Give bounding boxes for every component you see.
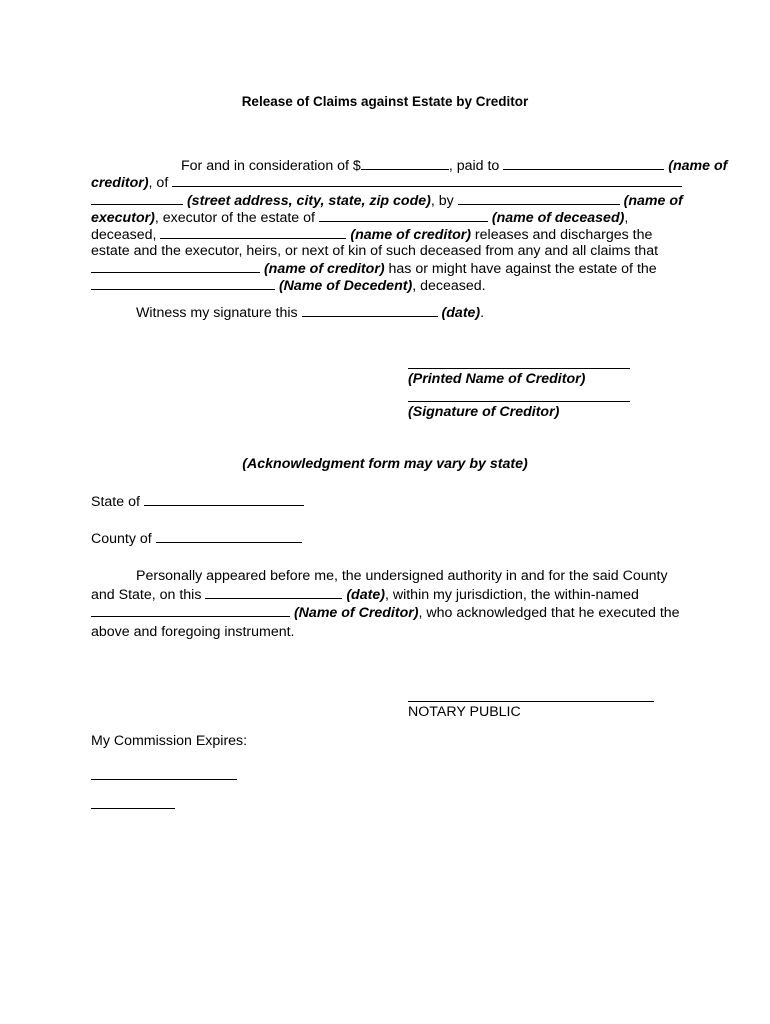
signature-label: (Signature of Creditor) xyxy=(408,404,560,420)
county-row xyxy=(91,530,302,547)
creditor-blank xyxy=(91,260,260,273)
text: , by xyxy=(430,192,458,209)
printed-name-label: (Printed Name of Creditor) xyxy=(408,371,586,387)
payee-blank xyxy=(503,157,664,170)
state-blank xyxy=(144,493,304,506)
commission-line-1 xyxy=(91,779,237,780)
label: (Name of Creditor) xyxy=(293,605,419,622)
ack-date-blank xyxy=(205,586,342,599)
executor-blank xyxy=(458,192,620,205)
label: (name of deceased) xyxy=(491,209,625,226)
text: deceased, xyxy=(91,227,161,244)
label: (street address, city, state, zip code) xyxy=(186,192,431,209)
county-label: County of xyxy=(91,531,152,547)
label: creditor) xyxy=(91,175,149,192)
text: , executor of the estate of xyxy=(154,209,319,226)
document-title: Release of Claims against Estate by Creditor xyxy=(241,94,529,109)
acknowledgment-paragraph xyxy=(91,567,683,641)
commission-line-2 xyxy=(91,808,175,809)
label: (Name of Decedent) xyxy=(278,278,413,295)
label: (name of xyxy=(623,192,683,209)
witness-date-blank xyxy=(302,304,438,317)
amount-blank xyxy=(361,157,449,170)
text: , of xyxy=(148,175,173,192)
decedent-blank xyxy=(91,277,275,290)
text: has or might have against the estate of the xyxy=(384,260,657,277)
creditor-address-blank xyxy=(172,174,682,187)
label: (name of xyxy=(668,158,728,174)
estate-blank xyxy=(319,209,488,222)
state-row xyxy=(91,493,304,510)
acknowledgment-note: (Acknowledgment form may vary by state) xyxy=(242,456,528,472)
label: (date) xyxy=(441,305,481,321)
text: Witness my signature this xyxy=(136,305,302,321)
address-blank xyxy=(91,192,183,205)
text: estate and the executor, heirs, or next of kin of such deceased from any and all claims that xyxy=(91,243,659,260)
text: releases and discharges the xyxy=(470,227,653,244)
deceased-blank xyxy=(160,226,346,239)
text: above and foregoing instrument. xyxy=(91,623,295,640)
witness-paragraph xyxy=(91,304,683,321)
label: (name of creditor) xyxy=(350,227,471,244)
text: . xyxy=(480,305,485,321)
notary-label: NOTARY PUBLIC xyxy=(408,704,521,720)
commission-label: My Commission Expires: xyxy=(91,733,248,749)
state-label: State of xyxy=(91,494,140,510)
label: (name of creditor) xyxy=(263,260,385,277)
text: , deceased. xyxy=(412,278,486,295)
ack-creditor-blank xyxy=(91,604,290,617)
printed-name-line xyxy=(408,368,630,369)
release-paragraph xyxy=(91,157,728,295)
text: For and in consideration of $ xyxy=(181,158,361,174)
notary-line xyxy=(408,701,654,702)
text: , within my jurisdiction, the within-named xyxy=(384,586,639,603)
text: , paid to xyxy=(448,158,504,174)
text: , xyxy=(624,209,629,226)
label: (date) xyxy=(346,586,385,603)
text: Personally appeared before me, the undersigned authority in and for the said County xyxy=(136,568,668,584)
signature-line xyxy=(408,401,630,402)
text: and State, on this xyxy=(91,586,206,603)
county-blank xyxy=(156,530,302,543)
label: executor) xyxy=(91,209,155,226)
text: , who acknowledged that he executed the xyxy=(418,605,680,622)
